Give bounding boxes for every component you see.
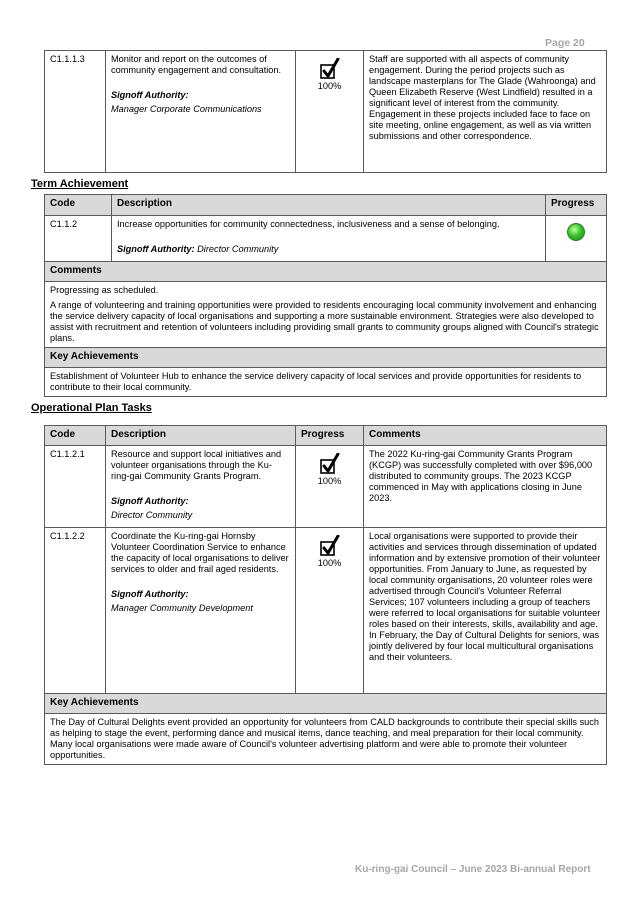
term-code: C1.1.2 <box>45 216 112 262</box>
header-progress: Progress <box>546 195 607 216</box>
key-achievements-header: Key Achievements <box>45 694 607 714</box>
signoff-authority: Manager Corporate Communications <box>111 104 262 114</box>
table-row <box>45 216 607 262</box>
table-header-row <box>45 195 607 216</box>
task-code: C1.1.2.1 <box>45 446 106 528</box>
term-description: Increase opportunities for community connectedness, inclusiveness and a sense of belonging. <box>117 219 500 229</box>
task-description: Monitor and report on the outcomes of community engagement and consultation. <box>111 54 282 75</box>
key-achievements-text: Establishment of Volunteer Hub to enhance the service delivery capacity of local services and provide opportunities for residents to contribute to their local community. <box>45 368 607 397</box>
term-description-cell <box>112 216 546 262</box>
key-achievements-row <box>45 714 607 765</box>
signoff-label: Signoff Authority: <box>117 244 195 254</box>
progress-cell <box>296 51 364 173</box>
comments-status: Progressing as scheduled. <box>50 285 159 295</box>
header-description: Description <box>106 426 296 446</box>
progress-cell <box>296 528 364 694</box>
header-progress: Progress <box>296 426 364 446</box>
term-progress-cell <box>546 216 607 262</box>
key-achievements-text: The Day of Cultural Delights event provided an opportunity for volunteers from CALD backgrounds to contribute their special skills such as helping to stage the event, performing dance and musical items, dance teaching, and meal preparation for their local community. Many local organisations were made aware of Council's volunteer advertising platform and were able to promote their volunteer opportunities. <box>45 714 607 765</box>
progress-percent: 100% <box>317 81 342 91</box>
top-task-table <box>44 50 607 173</box>
comments-header-row <box>45 262 607 282</box>
progress-percent: 100% <box>317 476 342 486</box>
progress-percent: 100% <box>317 558 342 568</box>
term-achievement-title: Term Achievement <box>31 178 129 190</box>
checkbox-tick-icon <box>320 535 340 557</box>
table-row <box>45 446 607 528</box>
task-comments: Local organisations were supported to provide their activities and services through dissemination of updated information and by extensive promotion of their volunteer opportunities. From January to June, as requested by local community organisations, 20 volunteer roles were advertised through Council's Volunteer Referral Services; 107 volunteers including a group of teachers were referred to local organisations for suitable volunteer roles based on their interests, skills, availability and age. In February, the Day of Cultural Delights for seniors, was jointly delivered by four local multicultural organisations and their volunteers. <box>364 528 607 694</box>
comments-cell <box>45 282 607 348</box>
signoff-authority: Director Community <box>197 244 279 254</box>
task-description: Resource and support local initiatives and volunteer organisations through the Ku-ring-gai Community Grants Program. <box>111 449 282 481</box>
checkbox-tick-icon <box>320 453 340 475</box>
progress-cell <box>296 446 364 528</box>
signoff-authority: Manager Community Development <box>111 603 253 613</box>
table-row <box>45 528 607 694</box>
task-description-cell <box>106 51 296 173</box>
task-code: C1.1.1.3 <box>45 51 106 173</box>
key-achievements-header-row <box>45 694 607 714</box>
comments-header: Comments <box>45 262 607 282</box>
header-code: Code <box>45 426 106 446</box>
table-header-row <box>45 426 607 446</box>
signoff-authority: Director Community <box>111 510 193 520</box>
comments-row <box>45 282 607 348</box>
key-achievements-row <box>45 368 607 397</box>
signoff-label: Signoff Authority: <box>111 589 189 599</box>
task-code: C1.1.2.2 <box>45 528 106 694</box>
page-number: Page 20 <box>545 37 585 49</box>
operational-tasks-table <box>44 425 607 765</box>
header-code: Code <box>45 195 112 216</box>
key-achievements-header: Key Achievements <box>45 348 607 368</box>
operational-plan-tasks-title: Operational Plan Tasks <box>31 402 152 414</box>
task-description-cell <box>106 528 296 694</box>
task-description-cell <box>106 446 296 528</box>
comments-text: A range of volunteering and training opportunities were provided to residents encouraging local community involvement and enhancing the service delivery capacity of local organisations and supporting a more sustainable environment. Strategies were also developed to assist with recruitment and retention of volunteers including providing small grants to community groups aligned with Council's strategic plans. <box>50 300 599 343</box>
task-comments: Staff are supported with all aspects of community engagement. During the period projects such as landscape masterplans for The Glade (Wahroonga) and Queen Elizabeth Reserve (West Lindfield) resulted in a significant level of interest from the community. Engagement in these projects included face to face on site meeting, online engagement, as well as via written submissions and other correspondence. <box>364 51 607 173</box>
header-description: Description <box>112 195 546 216</box>
signoff-label: Signoff Authority: <box>111 496 189 506</box>
task-comments: The 2022 Ku-ring-gai Community Grants Program (KCGP) was successfully completed with over $96,000 distributed to community groups. The 2023 KCGP commenced in May with applications closing in June 2023. <box>364 446 607 528</box>
term-achievement-table <box>44 194 607 397</box>
footer-report-title: Ku-ring-gai Council – June 2023 Bi-annual Report <box>355 864 591 875</box>
header-comments: Comments <box>364 426 607 446</box>
task-description: Coordinate the Ku-ring-gai Hornsby Volunteer Coordination Service to enhance the capacity of local organisations to deliver services to older and frail aged residents. <box>111 531 289 574</box>
checkbox-tick-icon <box>320 58 340 80</box>
table-row <box>45 51 607 173</box>
status-green-icon <box>567 223 585 241</box>
key-achievements-header-row <box>45 348 607 368</box>
signoff-label: Signoff Authority: <box>111 90 189 100</box>
